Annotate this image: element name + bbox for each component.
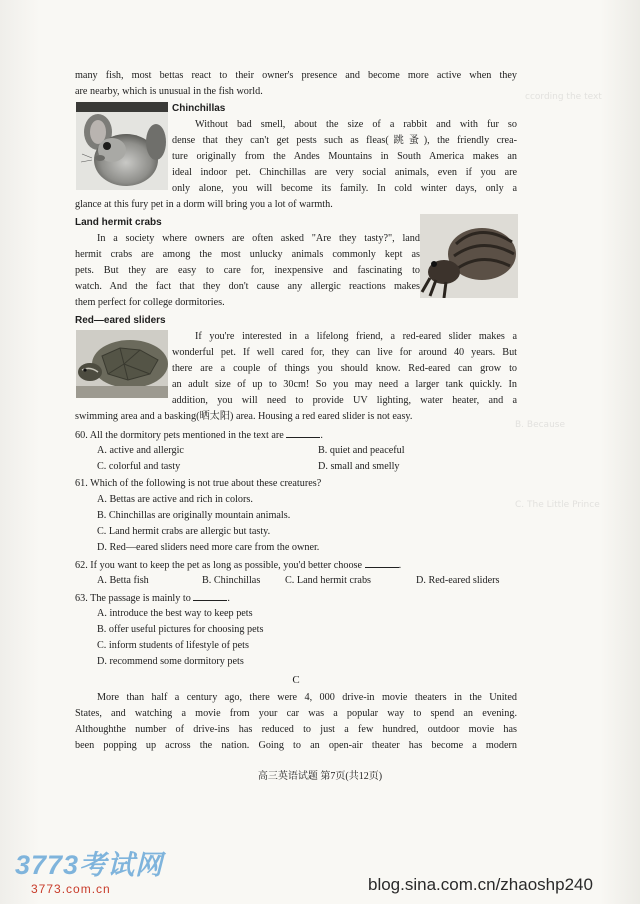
sliders-line: wonderful pet. If well cared for, they can live for around 40 years. But [172,347,517,358]
chinchilla-photo [76,102,168,190]
hermit-crabs-line: hermit crabs are among the most unlucky animals commonly kept as [75,249,420,260]
logo-sub-text: 3773.com.cn [31,882,111,896]
q61-option-d[interactable]: D. Red—eared sliders need more care from the owner. [97,542,320,553]
hermit-crabs-line: them perfect for college dormitories. [75,297,225,308]
page-footer: 高三英语试题 第7页(共12页) [257,771,383,782]
exam-page: ccording the text B. Because C. The Little Prince many fish, most bettas react to their owner's presence and become more active when they are nearby, which is unusual in the fish world. Chinchillas Without bad smell, about the size of a rabbit and with fur so dense that they can't get pests such as fleas(跳蚤), the friendly crea- ture originally from the Andes Mountains in South America makes an ideal indoor pet. Chinchillas are very social animals, even if you are only alone, you will become its family. In cold winter days, only a glance at this fury pet in a dorm will bring you a lot of warmth. Land hermit crabs In a society where owners are often asked "Are they tasty?", land hermit crabs are among the most unlucky animals commonly kept as pets. But they are easy to care for, inexpensive and fascinating to watch. And the fact that they don't cause any allergic reactions makes them perfect for college dormitories. Red—eared sliders If you're interested in a lifelong friend, a red-eared slider makes a wonderful pet. If well cared for, they can live for around 40 years. But there are a couple of things you should know. Red-eared can grow to an adult size of up to 30cm! So you may need a larger tank quickly. In addition, you will need to provide UV lighting, water heater, and a swimming area and a basking(晒太阳) area. Housing a red eared slider is not easy. 60. All the dormitory pets mentioned in the text are . A. active and allergic B. quiet and peaceful C. colorful and tasty D. small and smelly 61. Which of the following is not true about these creatures? A. Bettas are active and rich in colors. B. Chinchillas are originally mountain animals. C. Land hermit crabs are allergic but tasty. D. Red—eared sliders need more care from the owner. 62. If you want to keep the pet as long as possible, you'd better choose . A. Betta fish B. Chinchillas C. Land hermit crabs D. Red-eared sliders 63. The passage is mainly to . A. introduce the best way to keep pets B. offer useful pictures for choosing pets C. inform students of lifestyle of pets D. recommend some dormitory pets C More than half a century ago, there were 4, 000 drive-in movie theaters in the United States, and watching a movie from your car was a popular way to spend an evening. Althoughthe number of drive-ins has reduced to just a few hundred, outdoor movie has been popping up across the nation. Going to an open-air theater has become a modern 高三英语试题 第7页(共12页) 3773考试网 3773.com.cn blog.sina.com.cn/zhaoshp240 [0,0,640,904]
blog-watermark: blog.sina.com.cn/zhaoshp240 [368,875,593,894]
section-c-line: been popping up across the nation. Going to an open-air theater has become a modern [75,740,517,751]
sliders-line: If you're interested in a lifelong friend, a red-eared slider makes a [195,331,517,342]
question-63-stem: 63. The passage is mainly to . [75,590,517,607]
hermit-crabs-line: pets. But they are easy to care for, inexpensive and fascinating to [75,265,420,276]
q60-option-b[interactable]: B. quiet and peaceful [318,445,405,456]
sliders-line: an adult size of up to 30cm! So you may need a larger tank quickly. In [172,379,517,390]
question-61-stem: 61. Which of the following is not true about these creatures? [75,478,322,489]
hermit-crab-photo [420,214,518,298]
chinchillas-line: ture originally from the Andes Mountains in South America makes an [172,151,517,162]
q62-option-a[interactable]: A. Betta fish [97,575,149,586]
q61-option-c[interactable]: C. Land hermit crabs are allergic but tasty. [97,526,271,537]
section-c-line: More than half a century ago, there were 4, 000 drive-in movie theaters in the United [97,692,517,703]
intro-line: many fish, most bettas react to their owner's presence and become more active when they [75,70,517,81]
chinchillas-line: dense that they can't get pests such as fleas(跳蚤), the friendly crea- [172,135,517,146]
hermit-crabs-line: In a society where owners are often asked "Are they tasty?", land [97,233,420,244]
q62-option-b[interactable]: B. Chinchillas [202,575,261,586]
q63-option-a[interactable]: A. introduce the best way to keep pets [97,608,253,619]
q61-option-a[interactable]: A. Bettas are active and rich in colors. [97,494,253,505]
red-eared-slider-photo [76,330,168,398]
q63-option-d[interactable]: D. recommend some dormitory pets [97,656,244,667]
hermit-crabs-heading: Land hermit crabs [75,217,162,228]
q62-option-d[interactable]: D. Red-eared sliders [416,575,500,586]
answer-blank[interactable] [286,427,320,438]
chinchillas-heading: Chinchillas [172,103,226,114]
sliders-line: addition, you will need to provide UV lighting, water heater, and a [172,395,517,406]
chinchillas-line: Without bad smell, about the size of a rabbit and with fur so [195,119,517,130]
q60-option-a[interactable]: A. active and allergic [97,445,184,456]
chinchillas-line: ideal indoor pet. Chinchillas are very social animals, even if you are [172,167,517,178]
sliders-line: swimming area and a basking(晒太阳) area. Housing a red eared slider is not easy. [75,411,413,422]
chinchillas-line: only alone, you will become its family. In cold winter days, only a [172,183,517,194]
q61-option-b[interactable]: B. Chinchillas are originally mountain animals. [97,510,291,521]
chinchillas-line: glance at this fury pet in a dorm will bring you a lot of warmth. [75,199,333,210]
logo-main-text: 3773考试网 [15,850,164,880]
q63-option-b[interactable]: B. offer useful pictures for choosing pets [97,624,264,635]
q60-option-d[interactable]: D. small and smelly [318,461,400,472]
section-c-line: States, and watching a movie from your car was a popular way to spend an evening. [75,708,517,719]
sliders-line: there are a couple of things you should know. Red-eared can grow to [172,363,517,374]
q60-option-c[interactable]: C. colorful and tasty [97,461,181,472]
question-62-stem: 62. If you want to keep the pet as long as possible, you'd better choose . [75,557,517,574]
answer-blank[interactable] [193,590,227,601]
site-logo [15,843,163,896]
answer-blank[interactable] [365,557,399,568]
section-c-letter: C [292,674,300,686]
sliders-heading: Red—eared sliders [75,315,166,326]
hermit-crabs-line: watch. And the fact that they don't cause any allergic reactions makes [75,281,420,292]
section-c-line: Althoughthe number of drive-ins has reduced to just a few hundred, outdoor movie has [75,724,517,735]
q63-option-c[interactable]: C. inform students of lifestyle of pets [97,640,249,651]
intro-line: are nearby, which is unusual in the fish world. [75,86,263,97]
q62-option-c[interactable]: C. Land hermit crabs [285,575,372,586]
question-60-stem: 60. All the dormitory pets mentioned in the text are . [75,427,517,444]
